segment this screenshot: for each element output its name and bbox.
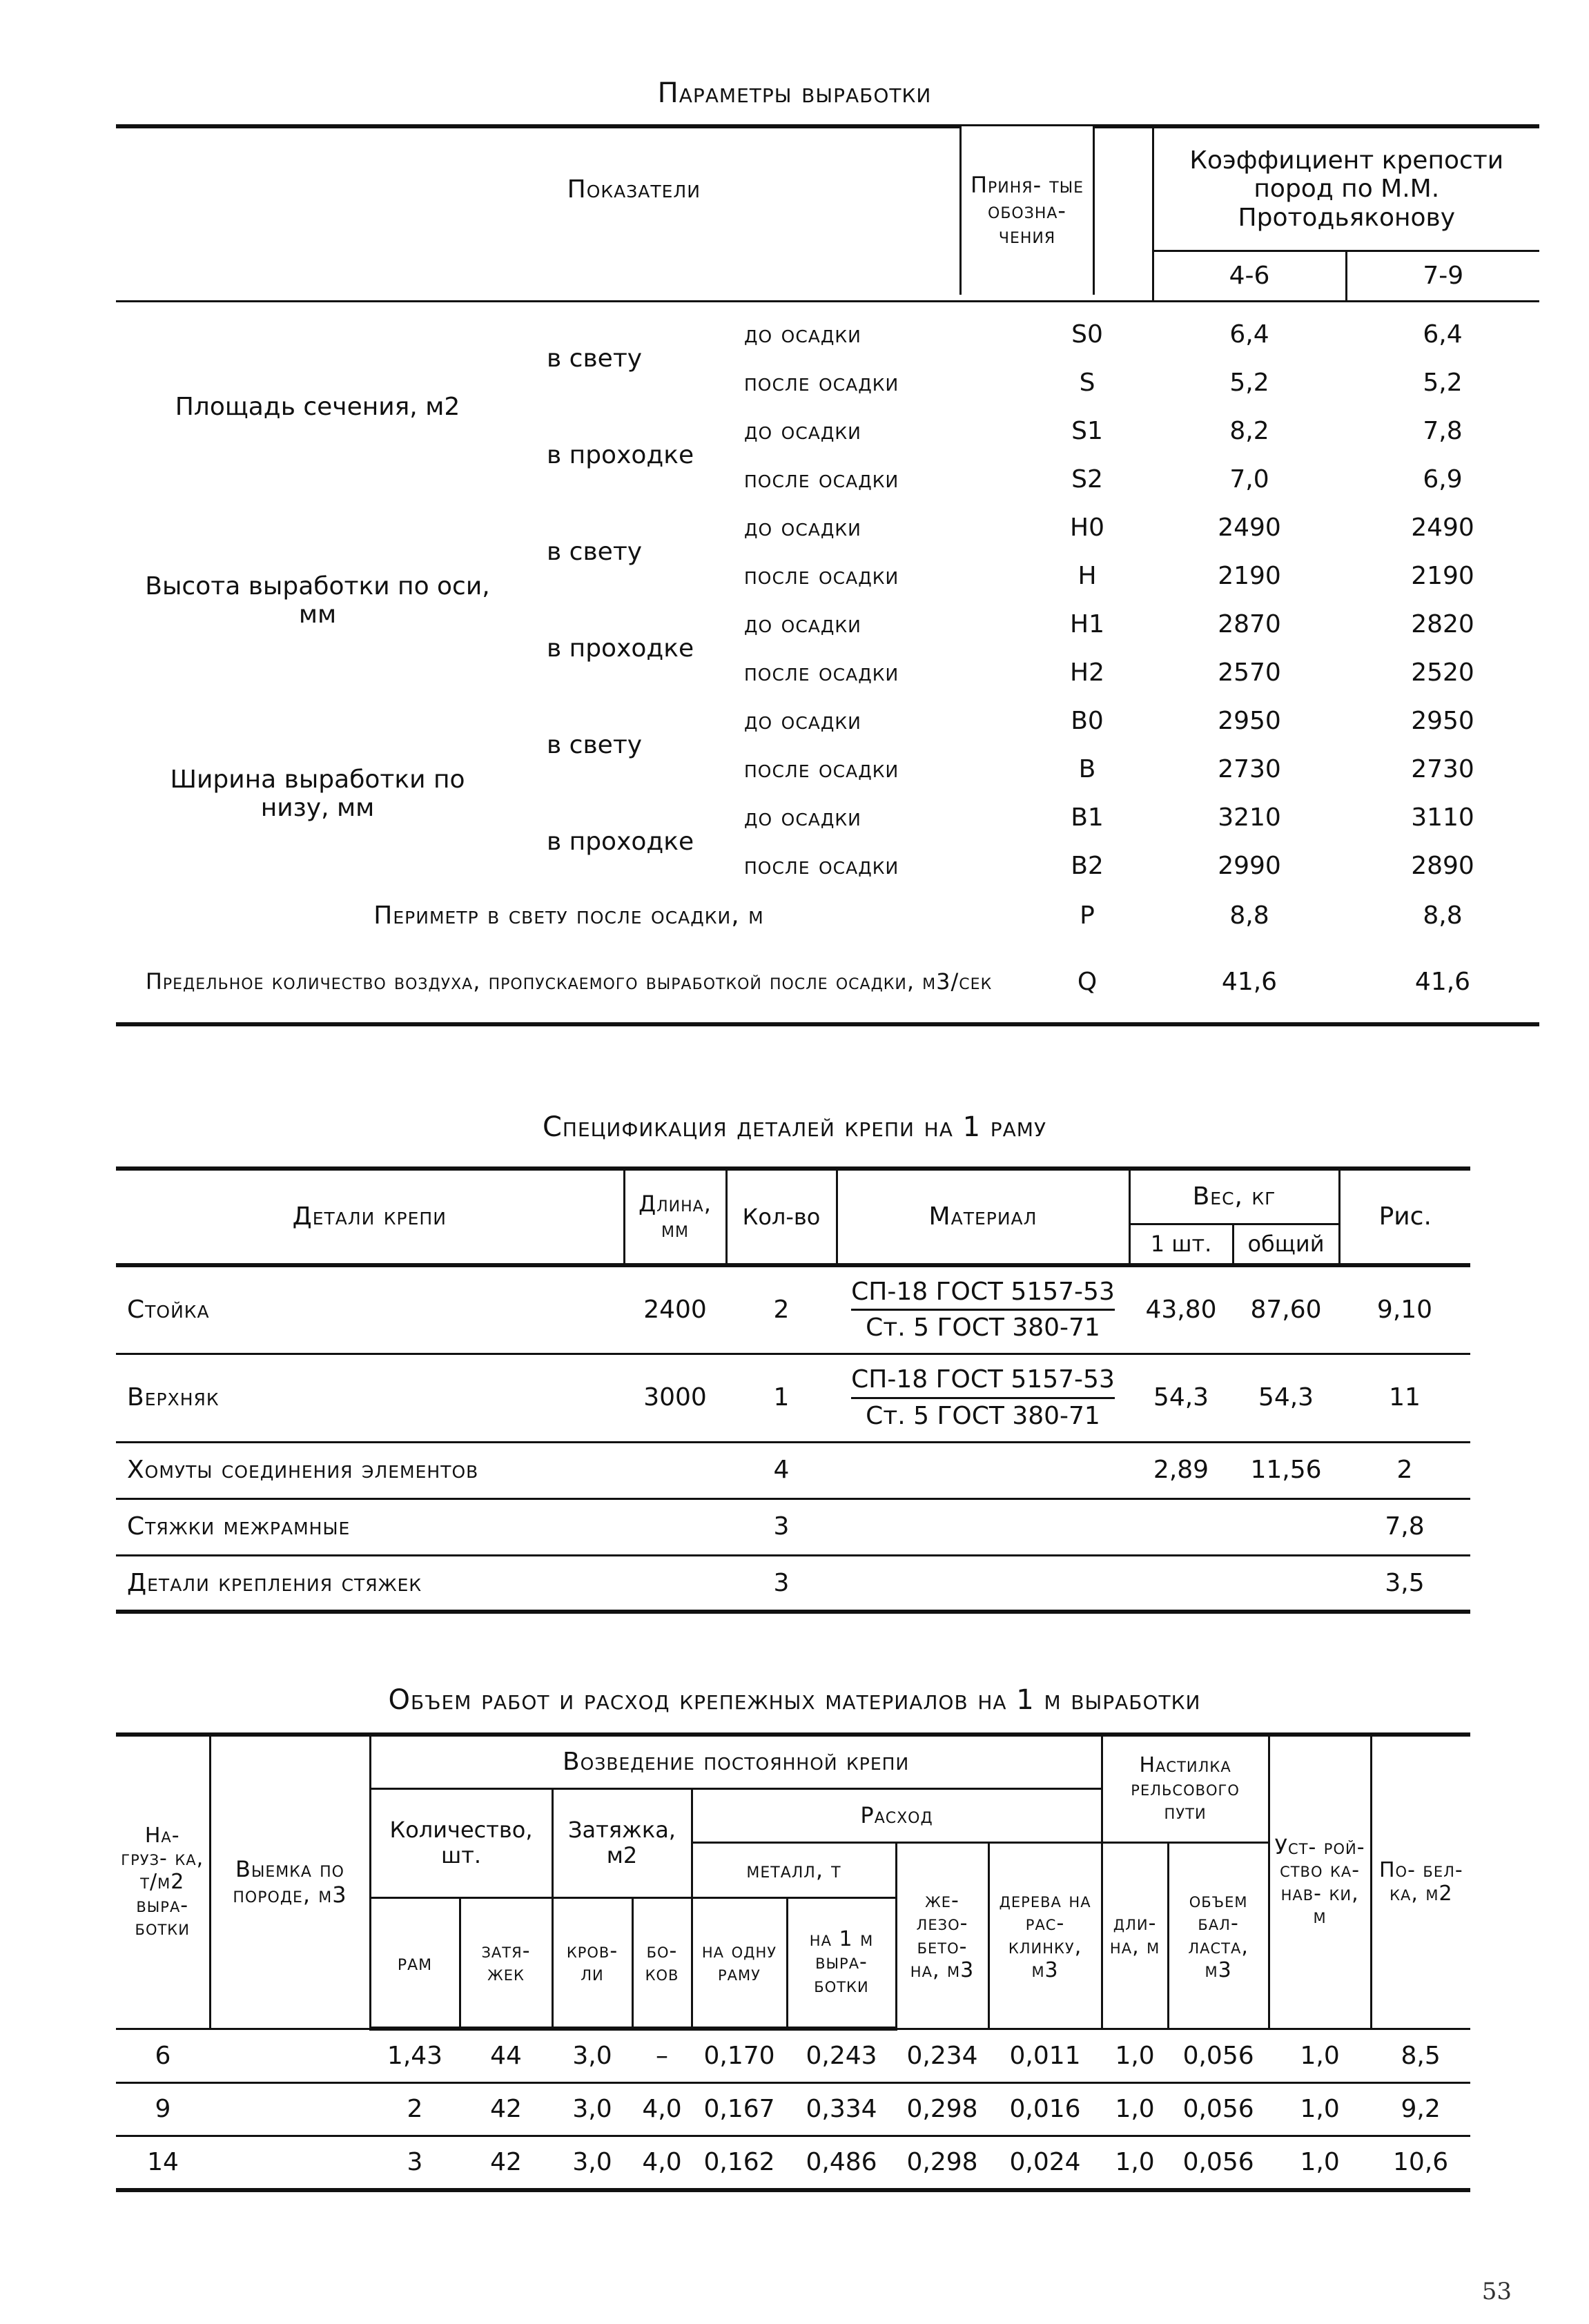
header-whitewash: По- бел- ка, м2	[1371, 1735, 1470, 2029]
param-symbol: B2	[1071, 852, 1104, 881]
header-qty: Кол-во	[726, 1169, 837, 1265]
cell-concrete: 0,298	[896, 2136, 988, 2191]
part-qty: 3	[726, 1555, 837, 1612]
cell-track-length: 1,0	[1102, 2136, 1168, 2191]
part-figure: 9,10	[1339, 1265, 1470, 1354]
cell-dig	[210, 2029, 370, 2083]
header-coefficient: Коэффициент крепости пород по М.М. Протодьяконову	[1153, 126, 1539, 251]
part-weight-1pc	[1129, 1498, 1233, 1555]
cell-frames: 1,43	[370, 2029, 460, 2083]
work-row	[116, 2029, 1470, 2083]
part-weight-1pc	[1129, 1555, 1233, 1612]
part-material	[837, 1555, 1129, 1612]
cell-load: 9	[116, 2083, 210, 2136]
cell-dig	[210, 2083, 370, 2136]
cell-wood: 0,011	[988, 2029, 1102, 2083]
header-weight-total: общий	[1233, 1224, 1339, 1265]
param-symbol: S2	[1071, 465, 1103, 494]
header-per-frame: на одну раму	[692, 1897, 787, 2029]
perimeter-value-7-9: 8,8	[1423, 901, 1463, 930]
param-subgroup-label: в проходке	[547, 441, 694, 470]
cell-ballast: 0,056	[1168, 2083, 1269, 2136]
cell-wood: 0,016	[988, 2083, 1102, 2136]
param-symbol: H2	[1070, 658, 1104, 687]
param-value-7-9: 2520	[1411, 658, 1474, 687]
param-row	[116, 697, 1539, 745]
param-group-label: Площадь сечения, м2	[175, 393, 460, 422]
part-name: Стяжки межрамные	[116, 1498, 624, 1555]
param-value-7-9: 5,2	[1423, 369, 1463, 398]
param-value-4-6: 6,4	[1229, 320, 1269, 349]
param-value-7-9: 6,4	[1423, 320, 1463, 349]
param-value-4-6: 8,2	[1229, 417, 1269, 446]
cell-sides: –	[632, 2029, 692, 2083]
header-lagging: затя- жек	[460, 1897, 552, 2029]
part-weight-1pc: 43,80	[1129, 1265, 1233, 1354]
param-value-7-9: 2190	[1411, 562, 1474, 591]
cell-ditch: 1,0	[1269, 2136, 1371, 2191]
page-number: 53	[1481, 2278, 1512, 2305]
part-qty: 2	[726, 1265, 837, 1354]
cell-lagging: 42	[460, 2083, 552, 2136]
material-steel: Ст. 5 ГОСТ 380-71	[866, 1401, 1100, 1430]
param-value-4-6: 7,0	[1229, 465, 1269, 494]
part-name: Стойка	[116, 1265, 624, 1354]
part-weight-total	[1233, 1555, 1339, 1612]
cell-roof: 3,0	[552, 2029, 632, 2083]
cell-whitewash: 8,5	[1371, 2029, 1470, 2083]
part-qty: 1	[726, 1354, 837, 1442]
air-row	[116, 941, 1539, 1024]
header-concrete: же- лезо- бето- на, м3	[896, 1842, 988, 2029]
air-value-7-9: 41,6	[1346, 941, 1539, 1024]
part-row	[116, 1555, 1470, 1612]
cell-metal-per-meter: 0,334	[787, 2083, 896, 2136]
param-stage: после осадки	[744, 465, 899, 494]
material-grade: СП-18 ГОСТ 5157-53	[851, 1278, 1115, 1311]
param-value-4-6: 2730	[1218, 755, 1281, 784]
part-material	[837, 1265, 1129, 1354]
param-value-4-6: 2190	[1218, 562, 1281, 591]
param-stage: до осадки	[744, 417, 861, 446]
part-weight-1pc: 2,89	[1129, 1442, 1233, 1498]
header-roof: кров- ли	[552, 1897, 632, 2029]
excavation-parameters-body	[116, 311, 1539, 1026]
table1-title: Параметры выработки	[657, 77, 932, 109]
param-symbol: B0	[1071, 707, 1104, 736]
param-value-4-6: 3210	[1218, 803, 1281, 832]
header-ditch: Уст- рой- ство ка- нав- ки, м	[1269, 1735, 1371, 2029]
param-subgroup-label: в проходке	[547, 634, 694, 663]
material-steel: Ст. 5 ГОСТ 380-71	[866, 1314, 1100, 1342]
param-stage: до осадки	[744, 707, 861, 736]
param-subgroup-label: в проходке	[547, 828, 694, 857]
header-material: Материал	[837, 1169, 1129, 1265]
header-ballast: объем бал- ласта, м3	[1168, 1842, 1269, 2029]
perimeter-symbol: P	[1080, 901, 1095, 930]
cell-load: 14	[116, 2136, 210, 2191]
part-name: Верхняк	[116, 1354, 624, 1442]
header-part: Детали крепи	[116, 1169, 624, 1265]
param-value-7-9: 2820	[1411, 610, 1474, 639]
param-stage: после осадки	[744, 755, 899, 784]
cell-concrete: 0,234	[896, 2029, 988, 2083]
header-track: Настилка рельсового пути	[1102, 1735, 1269, 1842]
header-track-length: дли- на, м	[1102, 1842, 1168, 2029]
perimeter-label: Периметр в свету после осадки, м	[373, 901, 764, 930]
part-length	[624, 1442, 726, 1498]
part-weight-total	[1233, 1498, 1339, 1555]
cell-ballast: 0,056	[1168, 2029, 1269, 2083]
air-label: Предельное количество воздуха, пропускаемого выработкой после осадки, м3/сек	[116, 941, 1022, 1024]
param-symbol: B1	[1071, 803, 1104, 832]
param-subgroup-label: в свету	[547, 731, 643, 760]
param-symbol: S	[1079, 369, 1095, 398]
part-material	[837, 1354, 1129, 1442]
param-stage: после осадки	[744, 852, 899, 881]
header-weight-1pc: 1 шт.	[1129, 1224, 1233, 1265]
part-length: 3000	[624, 1354, 726, 1442]
header-frames: рам	[370, 1897, 460, 2029]
param-value-4-6: 2490	[1218, 514, 1281, 543]
support-parts-table	[116, 1166, 1470, 1614]
param-value-7-9: 7,8	[1423, 417, 1463, 446]
header-dig: Выемка по породе, м3	[210, 1735, 370, 2029]
header-per-meter: на 1 м выра- ботки	[787, 1897, 896, 2029]
cell-lagging: 44	[460, 2029, 552, 2083]
param-value-7-9: 2950	[1411, 707, 1474, 736]
param-value-7-9: 2730	[1411, 755, 1474, 784]
cell-metal-per-meter: 0,486	[787, 2136, 896, 2191]
param-value-7-9: 2890	[1411, 852, 1474, 881]
cell-track-length: 1,0	[1102, 2029, 1168, 2083]
param-stage: до осадки	[744, 514, 861, 543]
param-value-4-6: 2990	[1218, 852, 1281, 881]
cell-whitewash: 10,6	[1371, 2136, 1470, 2191]
header-load: На- груз- ка, т/м2 выра- ботки	[116, 1735, 210, 2029]
cell-frames: 3	[370, 2136, 460, 2191]
part-row	[116, 1265, 1470, 1354]
param-symbol: B	[1078, 755, 1096, 784]
air-symbol: Q	[1022, 941, 1153, 1024]
part-name: Хомуты соединения элементов	[116, 1442, 624, 1498]
header-count: Количество, шт.	[370, 1788, 552, 1897]
part-weight-1pc: 54,3	[1129, 1354, 1233, 1442]
param-value-4-6: 2870	[1218, 610, 1281, 639]
cell-ditch: 1,0	[1269, 2029, 1371, 2083]
cell-metal-per-frame: 0,167	[692, 2083, 787, 2136]
material-fraction	[851, 1365, 1115, 1430]
table2-title: Спецификация деталей крепи на 1 раму	[542, 1111, 1047, 1143]
part-material	[837, 1498, 1129, 1555]
param-symbol: H0	[1070, 514, 1104, 543]
header-length: Длина, мм	[624, 1169, 726, 1265]
part-name: Детали крепления стяжек	[116, 1555, 624, 1612]
cell-sides: 4,0	[632, 2083, 692, 2136]
header-wood: дерева на рас- клинку, м3	[988, 1842, 1102, 2029]
part-length	[624, 1555, 726, 1612]
header-tightening: Затяжка, м2	[552, 1788, 692, 1897]
param-subgroup-label: в свету	[547, 344, 643, 373]
part-figure: 7,8	[1339, 1498, 1470, 1555]
part-qty: 3	[726, 1498, 837, 1555]
header-figure: Рис.	[1339, 1169, 1470, 1265]
cell-whitewash: 9,2	[1371, 2083, 1470, 2136]
part-weight-total: 11,56	[1233, 1442, 1339, 1498]
cell-frames: 2	[370, 2083, 460, 2136]
param-symbol: H	[1078, 562, 1097, 591]
cell-concrete: 0,298	[896, 2083, 988, 2136]
cell-metal-per-meter: 0,243	[787, 2029, 896, 2083]
perimeter-row	[116, 890, 1539, 941]
perimeter-value-4-6: 8,8	[1229, 901, 1269, 930]
param-symbol: S0	[1071, 320, 1103, 349]
header-col-4-6: 4-6	[1153, 251, 1346, 302]
param-subgroup-label: в свету	[547, 538, 643, 567]
cell-ballast: 0,056	[1168, 2136, 1269, 2191]
param-value-7-9: 2490	[1411, 514, 1474, 543]
part-row	[116, 1498, 1470, 1555]
material-fraction	[851, 1278, 1115, 1342]
table3-title: Объем работ и расход крепежных материалов на 1 м выработки	[388, 1684, 1201, 1716]
cell-dig	[210, 2136, 370, 2191]
param-stage: до осадки	[744, 610, 861, 639]
header-indicators: Показатели	[116, 126, 1153, 251]
part-weight-total: 54,3	[1233, 1354, 1339, 1442]
cell-track-length: 1,0	[1102, 2083, 1168, 2136]
part-row	[116, 1442, 1470, 1498]
param-value-4-6: 2950	[1218, 707, 1281, 736]
param-symbol: H1	[1070, 610, 1104, 639]
excavation-parameters-table	[116, 124, 1539, 302]
work-row	[116, 2083, 1470, 2136]
param-group-label: Высота выработки по оси, мм	[145, 572, 490, 629]
param-row	[116, 311, 1539, 359]
cell-sides: 4,0	[632, 2136, 692, 2191]
header-consumption: Расход	[692, 1788, 1102, 1842]
param-symbol: S1	[1071, 417, 1103, 446]
param-stage: до осадки	[744, 803, 861, 832]
material-grade: СП-18 ГОСТ 5157-53	[851, 1365, 1115, 1398]
part-qty: 4	[726, 1442, 837, 1498]
part-figure: 2	[1339, 1442, 1470, 1498]
part-length: 2400	[624, 1265, 726, 1354]
part-row	[116, 1354, 1470, 1442]
cell-metal-per-frame: 0,162	[692, 2136, 787, 2191]
cell-load: 6	[116, 2029, 210, 2083]
param-group-label: Ширина выработки по низу, мм	[170, 765, 465, 822]
param-stage: после осадки	[744, 369, 899, 398]
part-material	[837, 1442, 1129, 1498]
param-value-7-9: 3110	[1411, 803, 1474, 832]
cell-wood: 0,024	[988, 2136, 1102, 2191]
param-stage: до осадки	[744, 320, 861, 349]
air-value-4-6: 41,6	[1153, 941, 1346, 1024]
header-sides: бо- ков	[632, 1897, 692, 2029]
header-col-7-9: 7-9	[1346, 251, 1539, 302]
header-notation: Приня- тые обозна- чения	[959, 126, 1095, 295]
cell-roof: 3,0	[552, 2136, 632, 2191]
part-figure: 11	[1339, 1354, 1470, 1442]
part-figure: 3,5	[1339, 1555, 1470, 1612]
header-weight: Вес, кг	[1129, 1169, 1339, 1224]
param-stage: после осадки	[744, 658, 899, 687]
part-weight-total: 87,60	[1233, 1265, 1339, 1354]
work-row	[116, 2136, 1470, 2191]
param-row	[116, 504, 1539, 552]
cell-roof: 3,0	[552, 2083, 632, 2136]
param-value-7-9: 6,9	[1423, 465, 1463, 494]
param-value-4-6: 5,2	[1229, 369, 1269, 398]
cell-lagging: 42	[460, 2136, 552, 2191]
param-value-4-6: 2570	[1218, 658, 1281, 687]
header-metal: металл, т	[692, 1842, 896, 1897]
part-length	[624, 1498, 726, 1555]
work-volume-table	[116, 1732, 1470, 2192]
cell-ditch: 1,0	[1269, 2083, 1371, 2136]
header-erection: Возведение постоянной крепи	[370, 1735, 1102, 1788]
cell-metal-per-frame: 0,170	[692, 2029, 787, 2083]
param-stage: после осадки	[744, 562, 899, 591]
